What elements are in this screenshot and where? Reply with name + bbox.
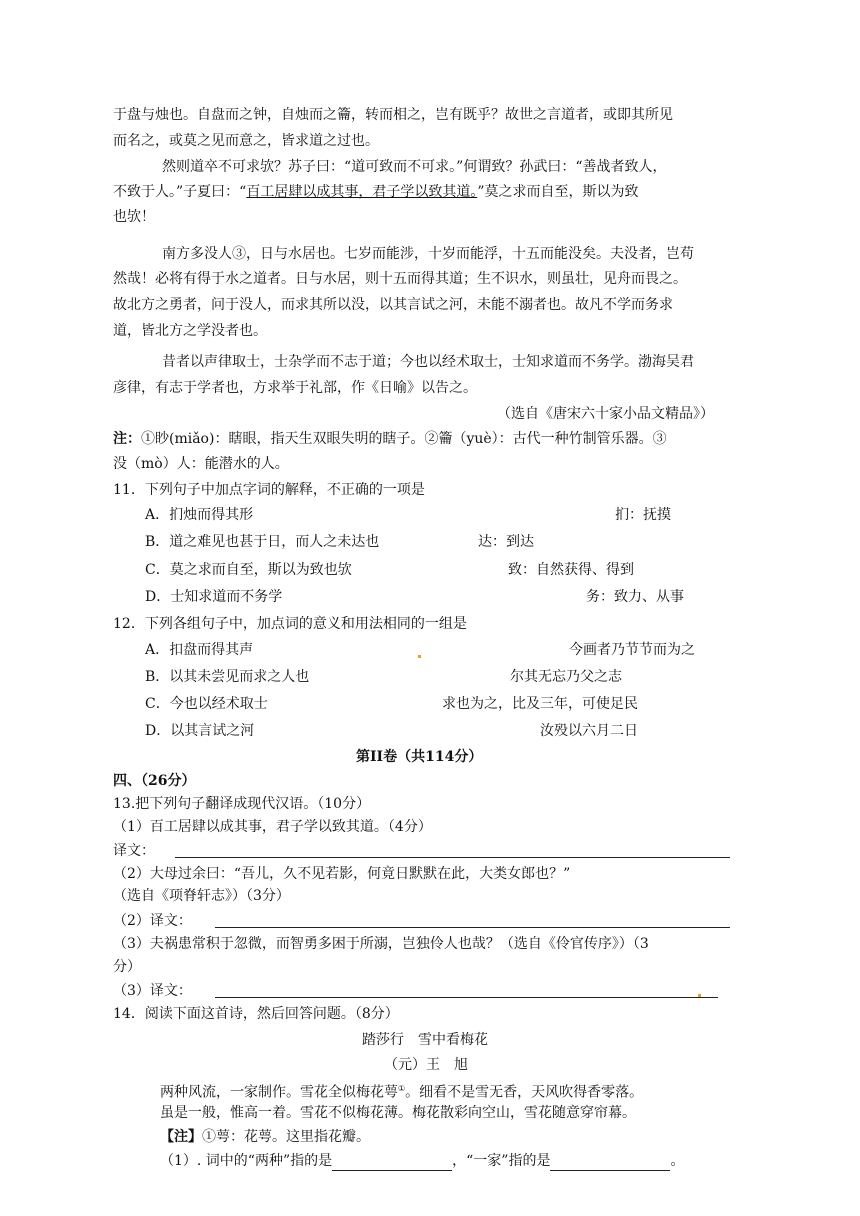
q13-sentence-1: （1）百工居肆以成其事，君子学以致其道。（4分） (113, 819, 432, 835)
poem-title: 踏莎行 雪中看梅花 (362, 1032, 488, 1048)
poem-author: （元）王 旭 (384, 1057, 468, 1073)
q11-option-a-gloss: 扪：抚摸 (615, 507, 671, 523)
notes-line: 没（mò）人：能潜水的人。 (113, 456, 289, 472)
poem-text: 。细看不是雪无香，天风吹得香零落。 (405, 1084, 644, 1101)
q14-sub1-text: （1）. 词中的“两种”指的是 (160, 1153, 333, 1169)
q12-option-c-pair: 求也为之，比及三年，可使足民 (442, 696, 638, 712)
q13-answer-1-label: 译文： (113, 843, 155, 859)
passage-text: ”莫之求而自至，斯以为致 (477, 184, 639, 200)
notes-text: ①眇(miǎo)：瞎眼，指天生双眼失明的瞎子。②籥（yuè）：古代一种竹制管乐器。③ (141, 431, 667, 447)
q13-answer-2-label: （2）译文： (113, 913, 192, 929)
passage-line: 昔者以声律取士，士杂学而不志于道；今也以经术取士，士知求道而不务学。渤海吴君 (162, 354, 694, 370)
stray-mark (418, 655, 421, 658)
passage-line: 于盘与烛也。自盘而之钟，自烛而之籥，转而相之，岂有既乎？故世之言道者，或即其所见 (113, 107, 673, 123)
question-11-stem: 11．下列句子中加点字词的解释，不正确的一项是 (113, 482, 425, 498)
passage-line: 彦律，有志于学者也，方求举于礼部，作《日喻》以告之。 (113, 380, 477, 396)
q12-option-a-pair: 今画者乃节节而为之 (569, 642, 695, 658)
q11-option-c: C．莫之求而自至，斯以为致也欤 (145, 562, 352, 578)
passage-line: 然哉！必将有得于水之道者。日与水居，则十五而得其道；生不识水，则虽壮，见舟而畏之。 (113, 271, 687, 287)
q12-option-b: B．以其未尝见而求之人也 (145, 669, 310, 685)
poem-text: 两种风流，一家制作。雪花全似梅花萼 (160, 1084, 398, 1101)
passage-text: 不致于人。”子夏曰：“ (113, 184, 247, 200)
q12-option-c: C．今也以经术取士 (145, 696, 268, 712)
q14-sub1-text: 。 (670, 1153, 685, 1169)
notes-line (113, 429, 667, 449)
answer-line[interactable] (215, 927, 730, 928)
passage-line: 然则道卒不可求欤？苏子曰：“道可致而不可求。”何谓致？孙武曰：“善战者致人， (162, 159, 667, 175)
answer-line[interactable] (215, 997, 718, 998)
stray-mark (698, 994, 701, 997)
footnote-marker: ① (398, 1084, 406, 1093)
underlined-sentence: 百工居肆以成其事，君子学以致其道。 (246, 184, 478, 200)
section-title: 第II卷（共114分） (356, 749, 483, 765)
q11-option-d: D．士知求道而不务学 (145, 589, 283, 605)
passage-line: 也欤！ (113, 209, 155, 225)
passage-line (113, 182, 639, 202)
notes-label: 注： (113, 431, 141, 447)
q14-sub1 (160, 1151, 684, 1171)
q12-option-a: A．扣盘而得其声 (145, 642, 254, 658)
fill-blank[interactable] (550, 1156, 670, 1171)
q13-sentence-3-cont: 分） (113, 959, 141, 975)
poem-line (160, 1079, 643, 1103)
question-12-stem: 12．下列各组句子中，加点词的意义和用法相同的一组是 (113, 616, 467, 632)
q13-answer-3-label: （3）译文： (113, 983, 192, 999)
q13-sentence-2: （2）大母过余曰：“吾儿，久不见若影，何竟日默默在此，大类女郎也？” (113, 866, 571, 882)
q14-sub1-text: ，“一家”指的是 (452, 1153, 551, 1169)
poem-note-text: ①萼：花萼。这里指花瓣。 (202, 1129, 370, 1145)
q11-option-d-gloss: 务：致力、从事 (586, 589, 684, 605)
q12-option-d-pair: 汝殁以六月二日 (540, 723, 638, 739)
passage-line: 道，皆北方之学没者也。 (113, 323, 267, 339)
poem-line: 虽是一般，惟高一着。雪花不似梅花薄。梅花散彩向空山，雪花随意穿帘幕。 (160, 1105, 636, 1121)
passage-source: （选自《唐宋六十家小品文精品》） (497, 406, 714, 422)
question-13-stem: 13.把下列句子翻译成现代汉语。（10分） (113, 796, 371, 812)
passage-line: 而名之，或莫之见而意之，皆求道之过也。 (113, 133, 379, 149)
q11-option-b-gloss: 达：到达 (478, 534, 534, 550)
answer-line[interactable] (175, 857, 730, 858)
q12-option-d: D．以其言试之河 (145, 723, 255, 739)
section-heading: 四、（26分） (113, 773, 196, 789)
question-14-stem: 14．阅读下面这首诗，然后回答问题。（8分） (113, 1006, 399, 1022)
q11-option-c-gloss: 致：自然获得、得到 (508, 562, 634, 578)
poem-note-label: 【注】 (160, 1129, 202, 1145)
q13-sentence-3: （3）夫祸患常积于忽微，而智勇多困于所溺，岂独伶人也哉？（选自《伶官传序》）（3 (113, 936, 649, 952)
q11-option-b: B．道之难见也甚于日，而人之未达也 (145, 534, 380, 550)
q11-option-a: A．扪烛而得其形 (145, 507, 254, 523)
poem-note (160, 1127, 370, 1147)
passage-line: 南方多没人③，日与水居也。七岁而能涉，十岁而能浮，十五而能没矣。夫没者，岂苟 (162, 246, 694, 262)
passage-line: 故北方之勇者，问于没人，而求其所以没，以其言试之河，未能不溺者也。故凡不学而务求 (113, 297, 673, 313)
q12-option-b-pair: 尔其无忘乃父之志 (510, 669, 622, 685)
fill-blank[interactable] (332, 1156, 452, 1171)
q13-sentence-2-source: （选自《项脊轩志》）（3分） (113, 888, 290, 904)
